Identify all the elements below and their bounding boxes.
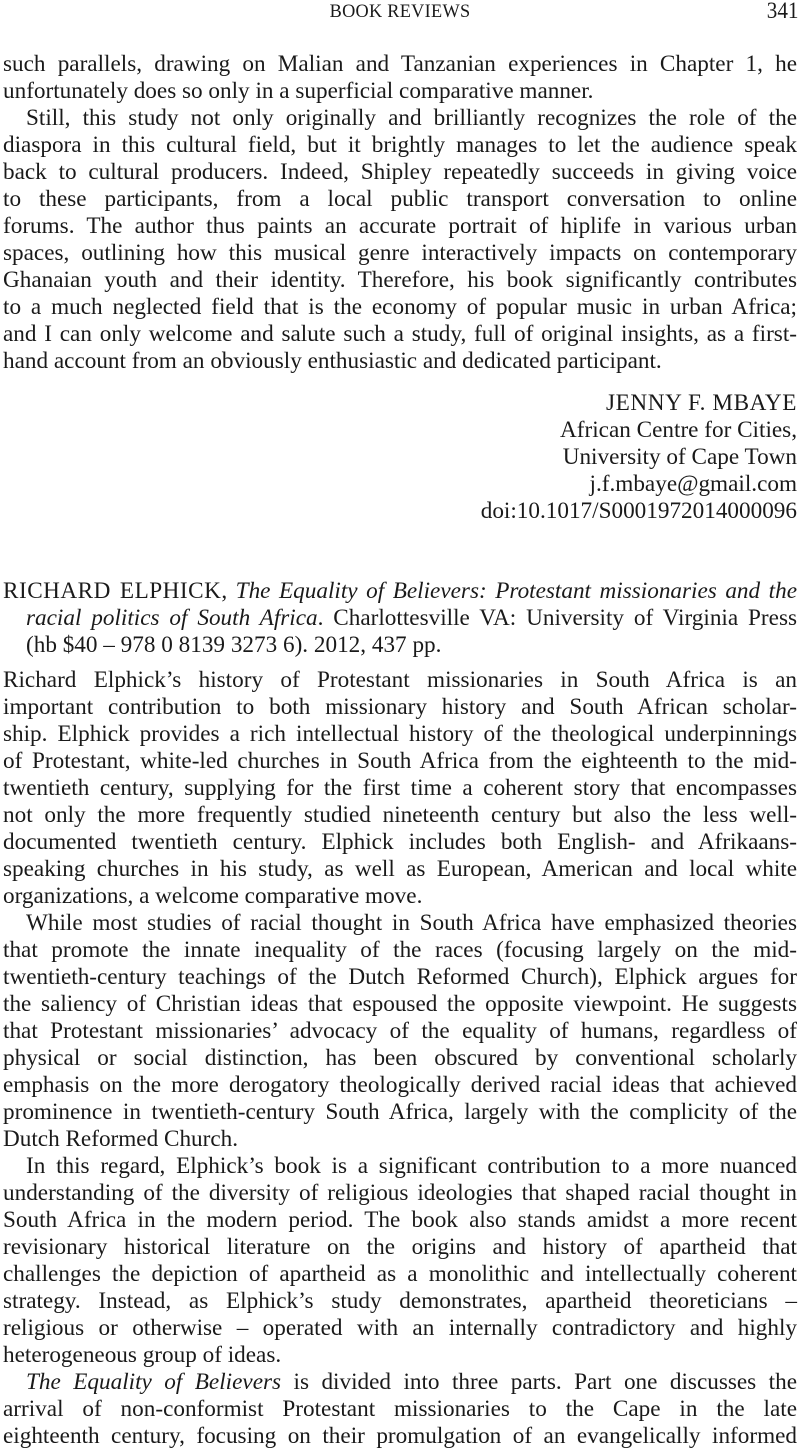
book-title-cont: racial politics of South Africa bbox=[26, 605, 318, 631]
text-line: of Protestant, white-led churches in South Africa from the eighteenth to the mid- bbox=[3, 748, 797, 774]
publisher: . Charlottesville VA: University of Virginia Press bbox=[317, 605, 797, 631]
text-line: to these participants, from a local public transport conversation to online bbox=[3, 186, 797, 212]
text-line: that promote the innate inequality of the races (focusing largely on the mid- bbox=[3, 937, 797, 963]
text-line: unfortunately does so only in a superficial comparative manner. bbox=[3, 78, 594, 104]
citation-line: RICHARD ELPHICK, The Equality of Believers: Protestant missionaries and the bbox=[3, 578, 797, 604]
text-line: to a much neglected field that is the economy of popular music in urban Africa; bbox=[3, 294, 797, 320]
text-line: the saliency of Christian ideas that espoused the opposite viewpoint. He suggests bbox=[3, 991, 797, 1017]
text-line: back to cultural producers. Indeed, Shipley repeatedly succeeds in giving voice bbox=[3, 159, 797, 185]
text-line: South Africa in the modern period. The book also stands amidst a more recent bbox=[3, 1207, 797, 1233]
text-line: eighteenth century, focusing on their promulgation of an evangelically informed bbox=[3, 1423, 797, 1449]
reviewer-name: JENNY F. MBAYE bbox=[606, 390, 797, 416]
text-line: religious or otherwise – operated with an internally contradictory and highly bbox=[3, 1315, 797, 1341]
text-line: While most studies of racial thought in South Africa have emphasized theories bbox=[26, 910, 797, 936]
text-line: challenges the depiction of apartheid as a monolithic and intellectually coherent bbox=[3, 1261, 797, 1287]
running-head bbox=[0, 0, 800, 26]
text-line: Still, this study not only originally and brilliantly recognizes the role of the bbox=[26, 105, 797, 131]
text-line: strategy. Instead, as Elphick’s study demonstrates, apartheid theoreticians – bbox=[3, 1288, 797, 1314]
text-line: that Protestant missionaries’ advocacy of the equality of humans, regardless of bbox=[3, 1018, 797, 1044]
text-line: arrival of non-conformist Protestant missionaries to the Cape in the late bbox=[3, 1396, 797, 1422]
citation-line bbox=[26, 605, 797, 632]
text-line: Dutch Reformed Church. bbox=[3, 1126, 239, 1152]
text-line: not only the more frequently studied nineteenth century but also the less well- bbox=[3, 802, 797, 828]
running-title: BOOK REVIEWS bbox=[329, 1, 471, 22]
text-line: understanding of the diversity of religious ideologies that shaped racial thought in bbox=[3, 1180, 797, 1206]
reviewer-institution: University of Cape Town bbox=[562, 444, 797, 470]
reviewer-email[interactable]: j.f.mbaye@gmail.com bbox=[589, 471, 797, 497]
text-line: and I can only welcome and salute such a study, full of original insights, as a first- bbox=[3, 321, 797, 347]
book-title: The Equality of Believers: Protestant missionaries and the bbox=[235, 578, 797, 604]
text-line: Richard Elphick’s history of Protestant missionaries in South Africa is an bbox=[3, 667, 797, 693]
text-line: speaking churches in his study, as well as European, American and local white bbox=[3, 856, 797, 882]
text-line: diaspora in this cultural field, but it brightly manages to let the audience speak bbox=[3, 132, 797, 158]
text-line: twentieth-century teachings of the Dutch Reformed Church), Elphick argues for bbox=[3, 964, 797, 990]
book-author: RICHARD ELPHICK bbox=[3, 578, 222, 604]
text-line: organizations, a welcome comparative move. bbox=[3, 883, 423, 909]
text-line: The Equality of Believers is divided into three parts. Part one discusses the bbox=[26, 1369, 797, 1395]
text-line: such parallels, drawing on Malian and Tanzanian experiences in Chapter 1, he bbox=[3, 51, 797, 77]
text-line: forums. The author thus paints an accurate portrait of hiplife in various urban bbox=[3, 213, 797, 239]
page-number: 341 bbox=[766, 0, 798, 23]
citation-details: (hb $40 – 978 0 8139 3273 6). 2012, 437 pp. bbox=[26, 632, 442, 658]
text-line: revisionary historical literature on the origins and history of apartheid that bbox=[3, 1234, 797, 1260]
reviewer-affiliation: African Centre for Cities, bbox=[560, 417, 797, 443]
text-line: In this regard, Elphick’s book is a significant contribution to a more nuanced bbox=[26, 1153, 797, 1179]
text-line: hand account from an obviously enthusiastic and dedicated participant. bbox=[3, 348, 662, 374]
text-line: emphasis on the more derogatory theologically derived racial ideas that achieved bbox=[3, 1072, 797, 1098]
text-line: spaces, outlining how this musical genre interactively impacts on contemporary bbox=[3, 240, 797, 266]
text-line: ship. Elphick provides a rich intellectual history of the theological underpinnings bbox=[3, 721, 797, 747]
text-line: heterogeneous group of ideas. bbox=[3, 1342, 282, 1368]
doi-link[interactable]: doi:10.1017/S0001972014000096 bbox=[480, 498, 797, 524]
text-line: Ghanaian youth and their identity. Therefore, his book significantly contributes bbox=[3, 267, 797, 293]
text-line: documented twentieth century. Elphick includes both English- and Afrikaans- bbox=[3, 829, 797, 855]
text-line: twentieth century, supplying for the first time a coherent story that encompasses bbox=[3, 775, 797, 801]
text-line: physical or social distinction, has been obscured by conventional scholarly bbox=[3, 1045, 797, 1071]
text-line: important contribution to both missionary history and South African scholar- bbox=[3, 694, 797, 720]
book-title-inline: The Equality of Believers bbox=[26, 1369, 282, 1395]
text-line: prominence in twentieth-century South Africa, largely with the complicity of the bbox=[3, 1099, 797, 1125]
